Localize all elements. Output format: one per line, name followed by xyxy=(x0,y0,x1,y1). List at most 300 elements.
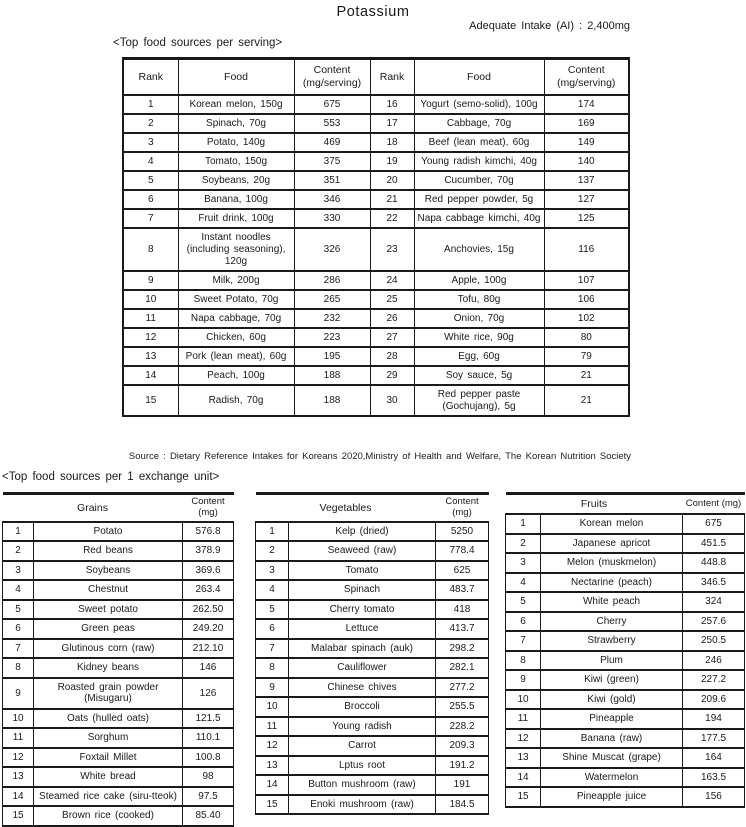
rank-cell: 7 xyxy=(256,639,289,659)
food-cell: Beef (lean meat), 60g xyxy=(414,133,544,152)
rank-cell: 8 xyxy=(506,651,541,671)
rank-cell: 13 xyxy=(123,347,178,366)
food-cell: Red pepper paste (Gochujang), 5g xyxy=(414,385,544,416)
food-name-cell: Soybeans xyxy=(34,561,183,581)
food-name-cell: Cherry xyxy=(541,612,683,632)
rank-cell: 10 xyxy=(3,709,34,729)
food-name-cell: Glutinous corn (raw) xyxy=(34,639,183,659)
food-cell: Egg, 60g xyxy=(414,347,544,366)
exchange-table-body-row xyxy=(3,561,234,581)
food-name-cell: Kiwi (gold) xyxy=(541,690,683,710)
content-cell: 156 xyxy=(683,787,745,807)
rank-column-header: Rank xyxy=(370,59,414,96)
food-cell: Radish, 70g xyxy=(178,385,294,416)
food-cell: Anchovies, 15g xyxy=(414,228,544,271)
exchange-table-body-row xyxy=(506,690,745,710)
rank-cell: 8 xyxy=(256,658,289,678)
content-cell: 177.5 xyxy=(683,729,745,749)
content-cell: 184.5 xyxy=(436,795,489,815)
food-name-cell: Malabar spinach (auk) xyxy=(289,639,436,659)
food-name-cell: Tomato xyxy=(289,561,436,581)
rank-cell: 24 xyxy=(370,271,414,290)
content-cell: 191 xyxy=(436,775,489,795)
section-heading-exchange-unit: <Top food sources per 1 exchange unit> xyxy=(2,471,220,483)
food-name-cell: Potato xyxy=(34,522,183,542)
food-name-cell: Chestnut xyxy=(34,580,183,600)
content-column-header: Content (mg) xyxy=(436,494,489,522)
food-name-cell: Roasted grain powder (Misugaru) xyxy=(34,678,183,709)
rank-cell: 5 xyxy=(256,600,289,620)
content-cell: 195 xyxy=(294,347,370,366)
food-name-cell: Green peas xyxy=(34,619,183,639)
serving-table-body-row xyxy=(123,95,629,114)
serving-table-body-row xyxy=(123,190,629,209)
content-cell: 137 xyxy=(544,171,629,190)
exchange-table-body-row xyxy=(3,541,234,561)
exchange-table-header-row xyxy=(3,494,234,522)
rank-cell: 18 xyxy=(370,133,414,152)
content-cell: 250.5 xyxy=(683,631,745,651)
food-name-cell: Pineapple juice xyxy=(541,787,683,807)
rank-cell: 23 xyxy=(370,228,414,271)
food-name-cell: Carrot xyxy=(289,736,436,756)
content-cell: 326 xyxy=(294,228,370,271)
content-cell: 146 xyxy=(183,658,234,678)
exchange-table-body-row xyxy=(506,748,745,768)
rank-cell: 19 xyxy=(370,152,414,171)
rank-cell: 7 xyxy=(506,631,541,651)
serving-table xyxy=(122,57,630,417)
food-cell: Apple, 100g xyxy=(414,271,544,290)
rank-cell: 25 xyxy=(370,290,414,309)
serving-table-body-row xyxy=(123,133,629,152)
content-cell: 110.1 xyxy=(183,728,234,748)
rank-cell: 11 xyxy=(506,709,541,729)
rank-cell: 12 xyxy=(256,736,289,756)
food-name-cell: Watermelon xyxy=(541,768,683,788)
serving-table-body-row xyxy=(123,347,629,366)
food-cell: Yogurt (semo-solid), 100g xyxy=(414,95,544,114)
content-cell: 21 xyxy=(544,385,629,416)
content-cell: 378.9 xyxy=(183,541,234,561)
rank-cell: 5 xyxy=(3,600,34,620)
content-cell: 116 xyxy=(544,228,629,271)
food-cell: Fruit drink, 100g xyxy=(178,209,294,228)
food-name-cell: Spinach xyxy=(289,580,436,600)
exchange-table-body xyxy=(256,522,489,815)
exchange-table-title-grains: Grains xyxy=(3,494,183,522)
content-cell: 97.5 xyxy=(183,787,234,807)
food-cell: Red pepper powder, 5g xyxy=(414,190,544,209)
rank-cell: 3 xyxy=(506,553,541,573)
rank-cell: 28 xyxy=(370,347,414,366)
content-cell: 576.8 xyxy=(183,522,234,542)
exchange-table-body-row xyxy=(256,658,489,678)
content-cell: 191.2 xyxy=(436,756,489,776)
serving-table-body-row xyxy=(123,309,629,328)
rank-cell: 4 xyxy=(3,580,34,600)
page-title: Potassium xyxy=(336,4,410,20)
content-cell: 106 xyxy=(544,290,629,309)
exchange-table-body-row xyxy=(506,768,745,788)
content-cell: 246 xyxy=(683,651,745,671)
rank-cell: 5 xyxy=(506,592,541,612)
rank-cell: 13 xyxy=(3,767,34,787)
food-cell: Potato, 140g xyxy=(178,133,294,152)
rank-cell: 14 xyxy=(123,366,178,385)
content-cell: 451.5 xyxy=(683,534,745,554)
exchange-table-vegetables xyxy=(255,492,489,815)
exchange-table-grains xyxy=(2,492,234,827)
rank-cell: 7 xyxy=(123,209,178,228)
food-cell: Soybeans, 20g xyxy=(178,171,294,190)
rank-cell: 12 xyxy=(506,729,541,749)
food-name-cell: Korean melon xyxy=(541,514,683,534)
food-name-cell: Oats (hulled oats) xyxy=(34,709,183,729)
exchange-table-body-row xyxy=(506,651,745,671)
content-cell: 80 xyxy=(544,328,629,347)
content-cell: 126 xyxy=(183,678,234,709)
serving-table-body-row xyxy=(123,385,629,416)
serving-table-body-row xyxy=(123,209,629,228)
food-name-cell: Japanese apricot xyxy=(541,534,683,554)
rank-cell: 7 xyxy=(3,639,34,659)
content-cell: 375 xyxy=(294,152,370,171)
food-name-cell: Young radish xyxy=(289,717,436,737)
exchange-table-body-row xyxy=(3,806,234,826)
food-cell: Instant noodles (including seasoning), 120g xyxy=(178,228,294,271)
exchange-table-body-row xyxy=(506,709,745,729)
food-name-cell: White peach xyxy=(541,592,683,612)
content-cell: 223 xyxy=(294,328,370,347)
food-cell: White rice, 90g xyxy=(414,328,544,347)
content-cell: 169 xyxy=(544,114,629,133)
exchange-table-body-row xyxy=(256,541,489,561)
rank-cell: 21 xyxy=(370,190,414,209)
exchange-table-body-row xyxy=(3,580,234,600)
food-name-cell: Cauliflower xyxy=(289,658,436,678)
content-cell: 346 xyxy=(294,190,370,209)
exchange-table-header-row xyxy=(506,494,745,515)
content-cell: 149 xyxy=(544,133,629,152)
exchange-table-body-row xyxy=(3,658,234,678)
exchange-table-body-row xyxy=(3,767,234,787)
exchange-table-body-row xyxy=(506,534,745,554)
rank-cell: 1 xyxy=(3,522,34,542)
content-cell: 100.8 xyxy=(183,748,234,768)
content-cell: 249.20 xyxy=(183,619,234,639)
content-column-header: Content (mg/serving) xyxy=(294,59,370,96)
exchange-table-body-row xyxy=(3,787,234,807)
content-cell: 209.3 xyxy=(436,736,489,756)
food-cell: Cabbage, 70g xyxy=(414,114,544,133)
content-cell: 21 xyxy=(544,366,629,385)
content-cell: 625 xyxy=(436,561,489,581)
exchange-table-title-vegetables: Vegetables xyxy=(256,494,436,522)
content-cell: 448.8 xyxy=(683,553,745,573)
rank-cell: 8 xyxy=(123,228,178,271)
exchange-table-body-row xyxy=(3,619,234,639)
exchange-table-body-row xyxy=(3,600,234,620)
content-cell: 5250 xyxy=(436,522,489,542)
rank-cell: 1 xyxy=(256,522,289,542)
food-cell: Napa cabbage, 70g xyxy=(178,309,294,328)
content-cell: 212.10 xyxy=(183,639,234,659)
rank-cell: 12 xyxy=(3,748,34,768)
rank-cell: 3 xyxy=(256,561,289,581)
content-column-header: Content (mg) xyxy=(183,494,234,522)
rank-cell: 6 xyxy=(256,619,289,639)
exchange-table-body-row xyxy=(256,639,489,659)
content-cell: 330 xyxy=(294,209,370,228)
serving-table-body-row xyxy=(123,114,629,133)
exchange-table-body-row xyxy=(256,561,489,581)
food-cell: Pork (lean meat), 60g xyxy=(178,347,294,366)
exchange-table-body-row xyxy=(256,795,489,815)
food-cell: Milk, 200g xyxy=(178,271,294,290)
rank-cell: 2 xyxy=(506,534,541,554)
rank-cell: 20 xyxy=(370,171,414,190)
food-name-cell: Plum xyxy=(541,651,683,671)
exchange-table-body xyxy=(3,522,234,826)
rank-cell: 2 xyxy=(3,541,34,561)
rank-cell: 10 xyxy=(256,697,289,717)
content-cell: 209.6 xyxy=(683,690,745,710)
content-cell: 265 xyxy=(294,290,370,309)
rank-cell: 6 xyxy=(506,612,541,632)
exchange-table-body-row xyxy=(506,592,745,612)
food-cell: Onion, 70g xyxy=(414,309,544,328)
food-name-cell: Strawberry xyxy=(541,631,683,651)
content-column-header: Content (mg/serving) xyxy=(544,59,629,96)
content-cell: 188 xyxy=(294,385,370,416)
rank-cell: 10 xyxy=(506,690,541,710)
content-cell: 263.4 xyxy=(183,580,234,600)
exchange-table-body-row xyxy=(3,639,234,659)
serving-table-body xyxy=(123,95,629,416)
food-name-cell: Shine Muscat (grape) xyxy=(541,748,683,768)
food-cell: Tofu, 80g xyxy=(414,290,544,309)
content-cell: 255.5 xyxy=(436,697,489,717)
content-cell: 121.5 xyxy=(183,709,234,729)
exchange-table-body-row xyxy=(3,748,234,768)
food-name-cell: Broccoli xyxy=(289,697,436,717)
section-heading-per-serving: <Top food sources per serving> xyxy=(113,37,283,49)
content-cell: 418 xyxy=(436,600,489,620)
exchange-table-body-row xyxy=(506,729,745,749)
food-name-cell: Sweet potato xyxy=(34,600,183,620)
exchange-table-body-row xyxy=(3,728,234,748)
rank-cell: 14 xyxy=(506,768,541,788)
rank-cell: 12 xyxy=(123,328,178,347)
food-cell: Korean melon, 150g xyxy=(178,95,294,114)
rank-cell: 11 xyxy=(256,717,289,737)
rank-cell: 4 xyxy=(506,573,541,593)
content-cell: 140 xyxy=(544,152,629,171)
rank-cell: 26 xyxy=(370,309,414,328)
exchange-table-fruits xyxy=(505,492,745,808)
food-name-cell: Kiwi (green) xyxy=(541,670,683,690)
food-column-header: Food xyxy=(178,59,294,96)
food-cell: Peach, 100g xyxy=(178,366,294,385)
content-cell: 163.5 xyxy=(683,768,745,788)
exchange-table-body-row xyxy=(506,553,745,573)
food-name-cell: Lptus root xyxy=(289,756,436,776)
rank-cell: 9 xyxy=(3,678,34,709)
food-column-header: Food xyxy=(414,59,544,96)
content-cell: 257.6 xyxy=(683,612,745,632)
food-name-cell: Red beans xyxy=(34,541,183,561)
food-name-cell: Brown rice (cooked) xyxy=(34,806,183,826)
exchange-table-body-row xyxy=(256,580,489,600)
rank-cell: 11 xyxy=(3,728,34,748)
food-name-cell: Kelp (dried) xyxy=(289,522,436,542)
rank-cell: 9 xyxy=(123,271,178,290)
food-name-cell: Enoki mushroom (raw) xyxy=(289,795,436,815)
food-name-cell: Button mushroom (raw) xyxy=(289,775,436,795)
food-name-cell: Lettuce xyxy=(289,619,436,639)
rank-cell: 15 xyxy=(506,787,541,807)
content-cell: 164 xyxy=(683,748,745,768)
rank-cell: 4 xyxy=(256,580,289,600)
rank-cell: 1 xyxy=(123,95,178,114)
exchange-table-body-row xyxy=(506,573,745,593)
rank-cell: 10 xyxy=(123,290,178,309)
serving-table-body-row xyxy=(123,328,629,347)
exchange-table-title-fruits: Fruits xyxy=(506,494,683,515)
serving-table-body-row xyxy=(123,271,629,290)
serving-table-body-row xyxy=(123,228,629,271)
content-cell: 778.4 xyxy=(436,541,489,561)
rank-cell: 1 xyxy=(506,514,541,534)
food-cell: Tomato, 150g xyxy=(178,152,294,171)
content-cell: 282.1 xyxy=(436,658,489,678)
content-cell: 413.7 xyxy=(436,619,489,639)
rank-cell: 8 xyxy=(3,658,34,678)
content-cell: 262.50 xyxy=(183,600,234,620)
food-cell: Chicken, 60g xyxy=(178,328,294,347)
exchange-table-body-row xyxy=(3,678,234,709)
rank-cell: 6 xyxy=(123,190,178,209)
source-note: Source : Dietary Reference Intakes for Koreans 2020,Ministry of Health and Welfare, The Korean Nutrition Society xyxy=(128,451,632,462)
content-column-header: Content (mg) xyxy=(683,494,745,515)
food-name-cell: Seaweed (raw) xyxy=(289,541,436,561)
content-cell: 324 xyxy=(683,592,745,612)
content-cell: 346.5 xyxy=(683,573,745,593)
exchange-table-body-row xyxy=(256,600,489,620)
food-cell: Napa cabbage kimchi, 40g xyxy=(414,209,544,228)
food-cell: Young radish kimchi, 40g xyxy=(414,152,544,171)
food-cell: Banana, 100g xyxy=(178,190,294,209)
exchange-table-body xyxy=(506,514,745,807)
food-name-cell: Kidney beans xyxy=(34,658,183,678)
content-cell: 107 xyxy=(544,271,629,290)
content-cell: 98 xyxy=(183,767,234,787)
content-cell: 369.6 xyxy=(183,561,234,581)
serving-table-body-row xyxy=(123,290,629,309)
rank-cell: 9 xyxy=(506,670,541,690)
exchange-table-body-row xyxy=(506,670,745,690)
rank-cell: 3 xyxy=(123,133,178,152)
rank-cell: 15 xyxy=(123,385,178,416)
content-cell: 351 xyxy=(294,171,370,190)
food-name-cell: Pineapple xyxy=(541,709,683,729)
food-cell: Soy sauce, 5g xyxy=(414,366,544,385)
serving-table-header-row xyxy=(123,59,629,96)
content-cell: 102 xyxy=(544,309,629,328)
food-cell: Sweet Potato, 70g xyxy=(178,290,294,309)
food-name-cell: Nectarine (peach) xyxy=(541,573,683,593)
content-cell: 228.2 xyxy=(436,717,489,737)
rank-cell: 22 xyxy=(370,209,414,228)
rank-cell: 2 xyxy=(123,114,178,133)
rank-cell: 13 xyxy=(256,756,289,776)
food-name-cell: Melon (muskmelon) xyxy=(541,553,683,573)
rank-cell: 27 xyxy=(370,328,414,347)
exchange-table-body-row xyxy=(256,756,489,776)
rank-column-header: Rank xyxy=(123,59,178,96)
content-cell: 675 xyxy=(683,514,745,534)
rank-cell: 13 xyxy=(506,748,541,768)
rank-cell: 14 xyxy=(256,775,289,795)
serving-table-body-row xyxy=(123,152,629,171)
rank-cell: 9 xyxy=(256,678,289,698)
exchange-table-body-row xyxy=(256,736,489,756)
content-cell: 85.40 xyxy=(183,806,234,826)
exchange-table-body-row xyxy=(256,522,489,542)
content-cell: 174 xyxy=(544,95,629,114)
exchange-table-body-row xyxy=(3,709,234,729)
food-name-cell: Sorghum xyxy=(34,728,183,748)
content-cell: 194 xyxy=(683,709,745,729)
exchange-table-header-row xyxy=(256,494,489,522)
rank-cell: 17 xyxy=(370,114,414,133)
rank-cell: 11 xyxy=(123,309,178,328)
food-name-cell: Steamed rice cake (siru-tteok) xyxy=(34,787,183,807)
content-cell: 227.2 xyxy=(683,670,745,690)
content-cell: 483.7 xyxy=(436,580,489,600)
food-name-cell: Foxtail Millet xyxy=(34,748,183,768)
serving-table-body-row xyxy=(123,171,629,190)
food-name-cell: Chinese chives xyxy=(289,678,436,698)
food-name-cell: White bread xyxy=(34,767,183,787)
food-cell: Spinach, 70g xyxy=(178,114,294,133)
content-cell: 298.2 xyxy=(436,639,489,659)
content-cell: 553 xyxy=(294,114,370,133)
content-cell: 675 xyxy=(294,95,370,114)
content-cell: 286 xyxy=(294,271,370,290)
content-cell: 232 xyxy=(294,309,370,328)
rank-cell: 29 xyxy=(370,366,414,385)
adequate-intake-note: Adequate Intake (AI) : 2,400mg xyxy=(469,20,630,32)
food-name-cell: Cherry tomato xyxy=(289,600,436,620)
rank-cell: 5 xyxy=(123,171,178,190)
rank-cell: 3 xyxy=(3,561,34,581)
food-name-cell: Banana (raw) xyxy=(541,729,683,749)
content-cell: 79 xyxy=(544,347,629,366)
content-cell: 125 xyxy=(544,209,629,228)
rank-cell: 4 xyxy=(123,152,178,171)
exchange-table-body-row xyxy=(256,775,489,795)
exchange-table-body-row xyxy=(506,631,745,651)
content-cell: 469 xyxy=(294,133,370,152)
serving-table-body-row xyxy=(123,366,629,385)
exchange-table-body-row xyxy=(506,514,745,534)
rank-cell: 15 xyxy=(3,806,34,826)
food-cell: Cucumber, 70g xyxy=(414,171,544,190)
rank-cell: 6 xyxy=(3,619,34,639)
exchange-table-body-row xyxy=(256,717,489,737)
